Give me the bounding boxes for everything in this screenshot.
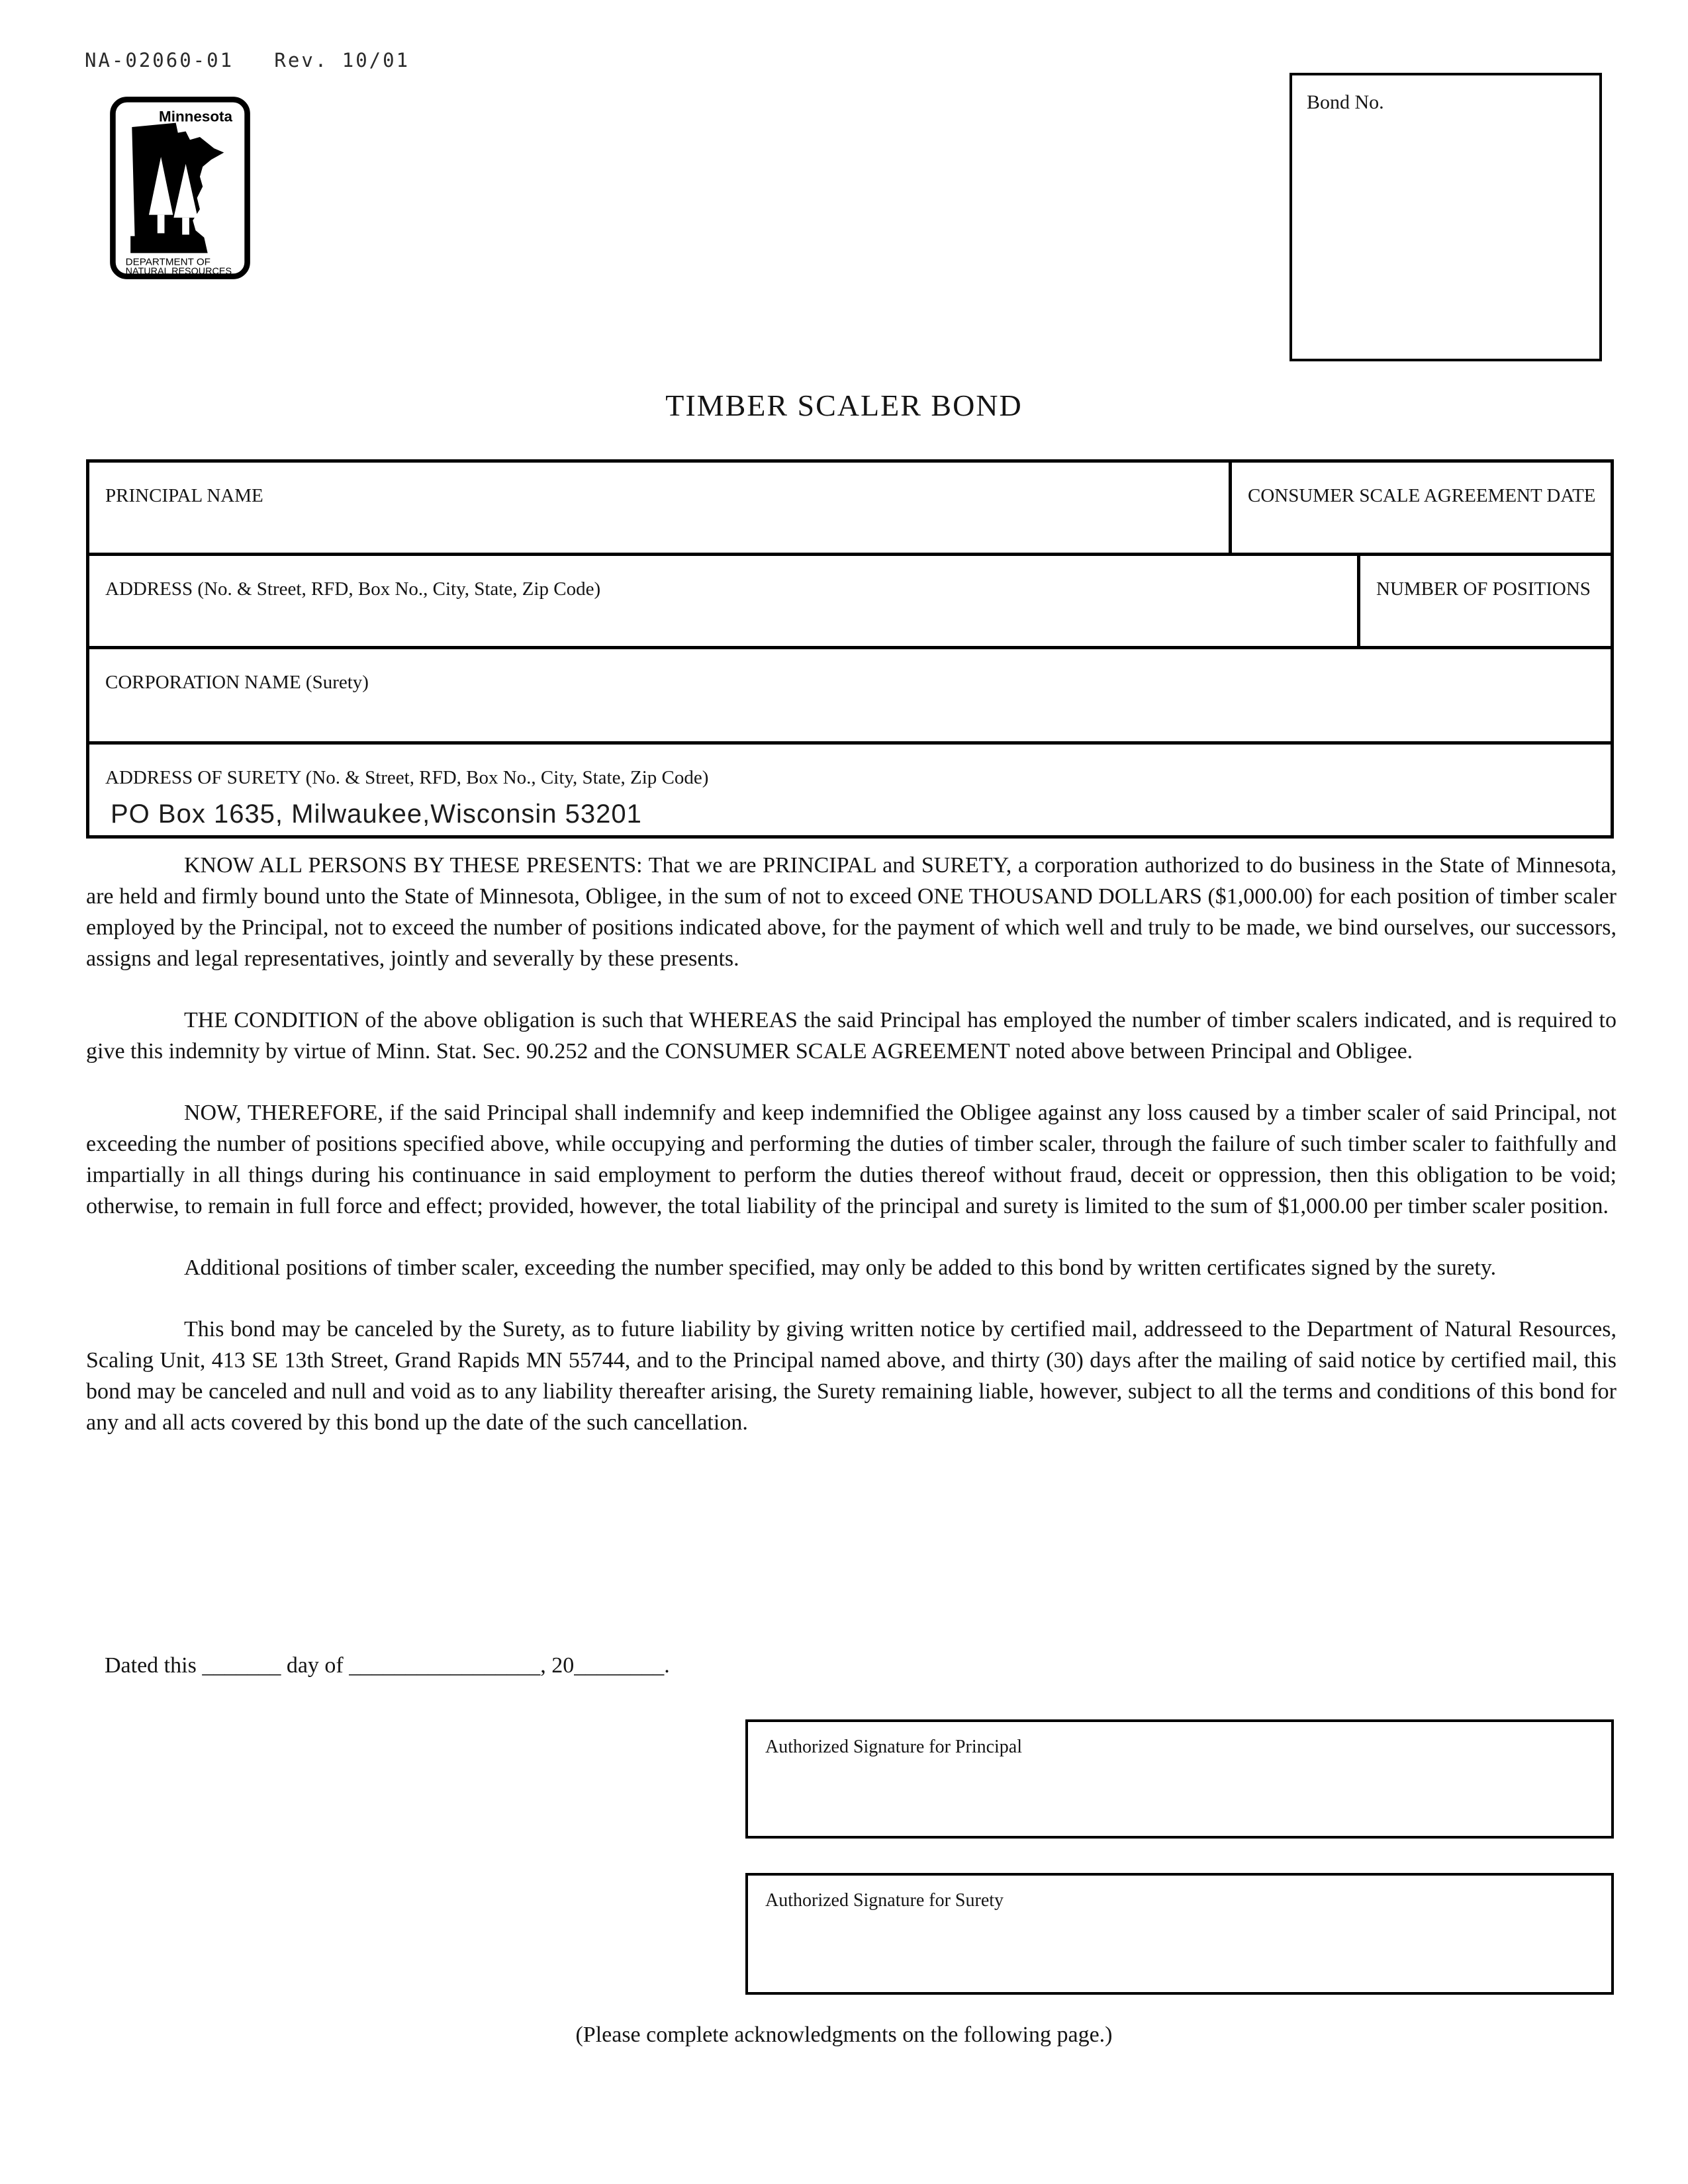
minnesota-state-icon: [108, 96, 252, 280]
dated-line: [105, 1653, 670, 1678]
principal-name-field[interactable]: [89, 463, 1229, 553]
surety-address-field[interactable]: [89, 745, 1611, 835]
page-title: TIMBER SCALER BOND: [665, 388, 1023, 422]
consumer-scale-agreement-date-field[interactable]: [1229, 463, 1611, 553]
address-label: ADDRESS (No. & Street, RFD, Box No., City, State, Zip Code): [105, 578, 601, 600]
consumer-scale-agreement-date-label: CONSUMER SCALE AGREEMENT DATE: [1248, 485, 1596, 506]
month-blank[interactable]: _________________: [349, 1653, 541, 1678]
day-blank[interactable]: _______: [202, 1653, 281, 1678]
number-of-positions-field[interactable]: [1357, 556, 1611, 646]
principal-signature-field[interactable]: [745, 1719, 1614, 1839]
table-row: [89, 463, 1611, 553]
mn-dnr-logo: [108, 96, 252, 280]
logo-dept-line1: DEPARTMENT OF: [125, 256, 211, 268]
surety-signature-field[interactable]: [745, 1873, 1614, 1995]
number-of-positions-label: NUMBER OF POSITIONS: [1376, 578, 1591, 600]
paragraph-the-condition: THE CONDITION of the above obligation is such that WHEREAS the said Principal has employed the number of timber scalers indicated, and is required to give this indemnity by virtue of Minn. Stat. Sec. 90.252 and the CONSUMER SCALE AGREEMENT noted above between Principal and Obligee.: [86, 1008, 1617, 1064]
surety-address-value: PO Box 1635, Milwaukee,Wisconsin 53201: [111, 799, 642, 829]
table-row: [89, 741, 1611, 835]
paragraph-know-all-persons: KNOW ALL PERSONS BY THESE PRESENTS: That we are PRINCIPAL and SURETY, a corporation authorized to do business in the State of Minnesota, are held and firmly bound unto the State of Minnesota, Obligee, in the sum of not to exceed ONE THOUSAND DOLLARS ($1,000.00) for each position of timber scaler employed by the Principal, not to exceed the number of positions indicated above, for the payment of which well and truly to be made, we bind ourselves, our successors, assigns and legal representatives, jointly and severally by these presents.: [86, 853, 1617, 971]
address-field[interactable]: [89, 556, 1357, 646]
year-blank[interactable]: ________: [574, 1653, 665, 1678]
bond-body-text: [86, 850, 1617, 1469]
bond-number-label: Bond No.: [1307, 91, 1384, 113]
svg-text:Minnesota: Minnesota: [159, 108, 232, 125]
dated-text: , 20: [540, 1653, 575, 1678]
dated-text: Dated this: [105, 1653, 203, 1678]
dated-text: .: [664, 1653, 670, 1678]
footer-note: (Please complete acknowledgments on the following page.): [575, 2023, 1113, 2047]
bond-info-table: [86, 459, 1614, 839]
dated-text: day of: [281, 1653, 350, 1678]
form-code: NA-02060-01 Rev. 10/01: [85, 49, 410, 71]
surety-address-label: ADDRESS OF SURETY (No. & Street, RFD, Box No., City, State, Zip Code): [105, 767, 709, 788]
corporation-name-label: CORPORATION NAME (Surety): [105, 672, 369, 693]
surety-signature-label: Authorized Signature for Surety: [765, 1890, 1004, 1911]
corporation-name-field[interactable]: [89, 649, 1611, 741]
table-row: [89, 553, 1611, 646]
bond-number-field[interactable]: [1289, 73, 1602, 361]
principal-name-label: PRINCIPAL NAME: [105, 485, 263, 506]
table-row: [89, 646, 1611, 741]
paragraph-cancellation: This bond may be canceled by the Surety, as to future liability by giving written notice by certified mail, addresseed to the Department of Natural Resources, Scaling Unit, 413 SE 13th Street, Grand Rapids MN 55744, and to the Principal named above, and thirty (30) days after the mailing of said notice by certified mail, this bond may be canceled and null and void as to any liability thereafter arising, the Surety remaining liable, however, subject to all the terms and conditions of this bond for any and all acts covered by this bond up the date of the such cancellation.: [86, 1317, 1617, 1435]
principal-signature-label: Authorized Signature for Principal: [765, 1737, 1023, 1757]
paragraph-additional-positions: Additional positions of timber scaler, exceeding the number specified, may only be added to this bond by written certificates signed by the surety.: [184, 1255, 1497, 1280]
logo-dept-line2: NATURAL RESOURCES: [125, 265, 232, 277]
paragraph-now-therefore: NOW, THEREFORE, if the said Principal shall indemnify and keep indemnified the Obligee against any loss caused by a timber scaler of said Principal, not exceeding the number of positions specified above, while occupying and performing the duties of timber scaler, through the failure of such timber scaler to faithfully and impartially in all things during his continuance in said employment to perform the duties thereof without fraud, deceit or oppression, then this obligation to be void; otherwise, to remain in full force and effect; provided, however, the total liability of the principal and surety is limited to the sum of $1,000.00 per timber scaler position.: [86, 1101, 1617, 1218]
